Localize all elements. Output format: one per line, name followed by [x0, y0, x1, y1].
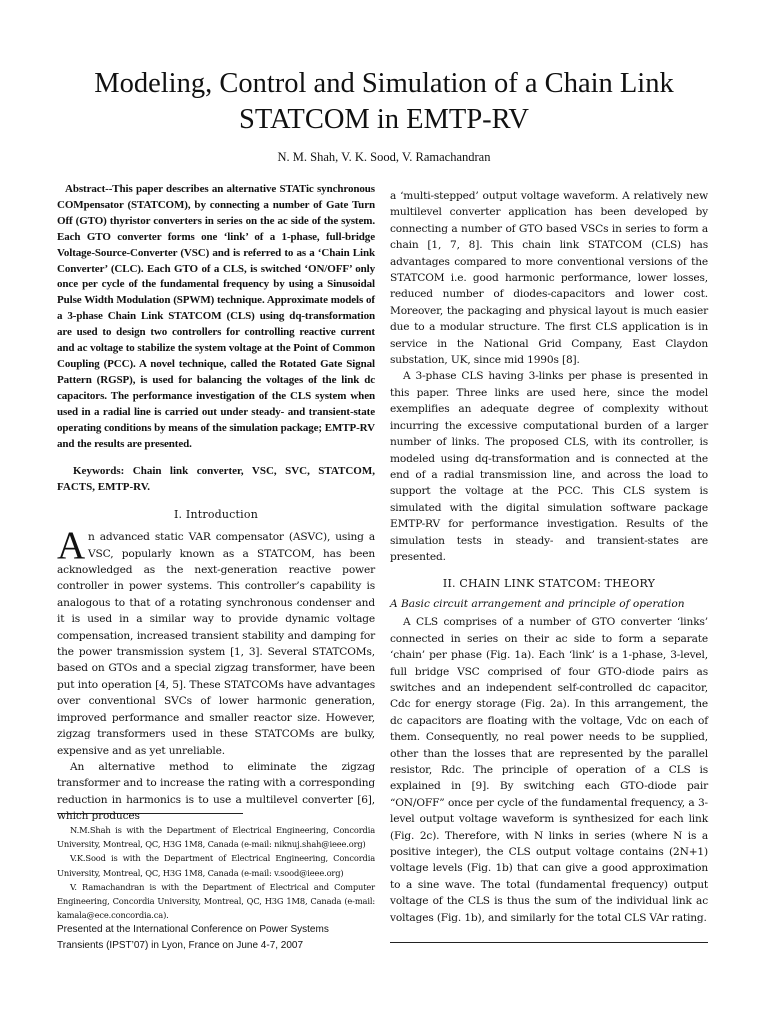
subsection-a-heading: A Basic circuit arrangement and principle of operation: [390, 598, 685, 611]
section-2-heading: II. CHAIN LINK STATCOM: THEORY: [442, 577, 656, 591]
intro-paragraph-3: A 3-phase CLS having 3-links per phase is presented in this paper. Three links are used here, since the model exemplifies an adequate degree of complexity without incurring the excessive computational burden of a larger number of links. The proposed CLS, with its controller, is modeled using dq-transformation and is connected at the end of a radial transmission line, and across the load to support the voltage at the PCC. This CLS system is simulated with the digital simulation software package EMTP-RV for performance investigation. Results of the simulation tests in steady- and transient-states are presented.: [390, 370, 708, 563]
column-end-rule: [390, 942, 708, 943]
left-column: [57, 182, 375, 825]
conference-note: Presented at the International Conference on Power Systems Transients (IPST’07) in Lyon, France on June 4-7, 2007: [57, 924, 329, 951]
intro-paragraph-1: [57, 524, 375, 759]
title-line-2: STATCOM in EMTP-RV: [239, 104, 529, 135]
theory-paragraph-1: A CLS comprises of a number of GTO converter ‘links’ connected in series on their ac side to form a separate ‘chain’ per phase (Fig. 1a). Each ‘link’ is a 1-phase, 3-level, full bridge VSC comprised of four GTO-diode pairs as switches and an independent self-controlled dc capacitor, Cdc for energy storage (Fig. 2a). In this arrangement, the dc capacitors are floating with the voltage, Vdc on each of them. Consequently, no real power needs to be supplied, other than the losses that are represented by the parallel resistor, Rdc. The principle of operation of a CLS is explained in [9]. By switching each GTO-diode pair “ON/OFF” once per cycle of the fundamental frequency, a 3-level output voltage waveform is synthesized for each link (Fig. 2c). Therefore, with N links in series (where N is a positive integer), the CLS output voltage contains (2N+1) voltage levels (Fig. 1b) that can give a good approximation to a sine wave. The total (fundamental frequency) output voltage of the CLS is thus the sum of the individual link ac voltages (Fig. 1b), and similarly for the total CLS VAr rating.: [390, 616, 708, 924]
author-footnotes: [57, 823, 375, 953]
title-line-1: Modeling, Control and Simulation of a Chain Link: [94, 68, 674, 99]
paper-title: [40, 66, 728, 138]
abstract: Abstract--This paper describes an alternative STATic synchronous COMpensator (STATCOM), by connecting a number of Gate Turn Off (GTO) thyristor converters in series on the ac side of the system. Each GTO converter forms one ‘link’ of a 1-phase, full-bridge Voltage-Source-Converter (VSC) and is referred to as a ‘Chain Link Converter’ (CLC). Each GTO of a CLS, is switched ‘ON/OFF’ only once per cycle of the fundamental frequency by using a Sinusoidal Pulse Width Modulation (SPWM) technique. Approximate models of a 3-phase Chain Link STATCOM (CLS) using dq-transformation are used to design two controllers for controlling reactive current and ac voltage to stabilize the system voltage at the Point of Common Coupling (PCC). A novel technique, called the Rotated Gate Signal Pattern (RGSP), is used for balancing the voltages of the link dc capacitors. The performance investigation of the CLS system when used in a radial line is carried out under steady- and transient-state operating conditions by means of the simulation package; EMTP-RV and the results are presented.: [57, 183, 375, 450]
footnote-divider: [57, 813, 243, 814]
right-column: [390, 188, 708, 926]
footnote-ramachandran: V. Ramachandran is with the Department of Electrical and Computer Engineering, Concordia University, Montreal, QC, H3G 1M8, Canada (e-mail: kamala@ece.concordia.ca).: [57, 881, 375, 921]
authors: N. M. Shah, V. K. Sood, V. Ramachandran: [277, 150, 491, 164]
intro-continuation: a ‘multi-stepped’ output voltage waveform. A relatively new multilevel converter application has been developed by connecting a number of GTO based VSCs in series to form a chain [1, 7, 8]. This chain link STATCOM (CLS) has advantages compared to more conventional versions of the STATCOM i.e. good harmonic performance, lower losses, reduced number of diodes-capacitors and lower cost. Moreover, the packaging and physical layout is much easier due to a modular structure. The first CLS application is in service in the National Grid Company, East Claydon substation, UK, since mid 1990s [8].: [390, 190, 708, 367]
keywords: Keywords: Chain link converter, VSC, SVC, STATCOM, FACTS, EMTP-RV.: [57, 465, 375, 494]
footnote-sood: V.K.Sood is with the Department of Electrical Engineering, Concordia University, Montreal, QC, H3G 1M8, Canada (e-mail: v.sood@ieee.org): [57, 853, 375, 878]
footnote-shah: N.M.Shah is with the Department of Electrical Engineering, Concordia University, Montreal, QC, H3G 1M8, Canada (e-mail: niknuj.shah@ieee.org): [57, 825, 375, 850]
intro-paragraph-1-text: n advanced static VAR compensator (ASVC), using a VSC, popularly known as a STATCOM, has been acknowledged as the next-generation reactive power controller in power systems. This controller’s capability is analogous to that of a rotating synchronous condenser and it is used in a similar way to provide dynamic voltage compensation, increased transient stability and damping for the power transmission system [1, 3]. Several STATCOMs, based on GTOs and a special zigzag transformer, have been put into operation [4, 5]. These STATCOMs have advantages over conventional SVCs of lower harmonic generation, improved performance and smaller reactor size. However, zigzag transformers used in these STATCOMs are bulky, expensive and as yet unreliable.: [57, 531, 375, 757]
intro-paragraph-2: An alternative method to eliminate the zigzag transformer and to increase the rating with a corresponding reduction in harmonics is to use a multilevel converter [6], which produces: [57, 760, 375, 823]
section-1-heading: I. Introduction: [173, 508, 258, 522]
drop-cap: A: [57, 524, 86, 568]
